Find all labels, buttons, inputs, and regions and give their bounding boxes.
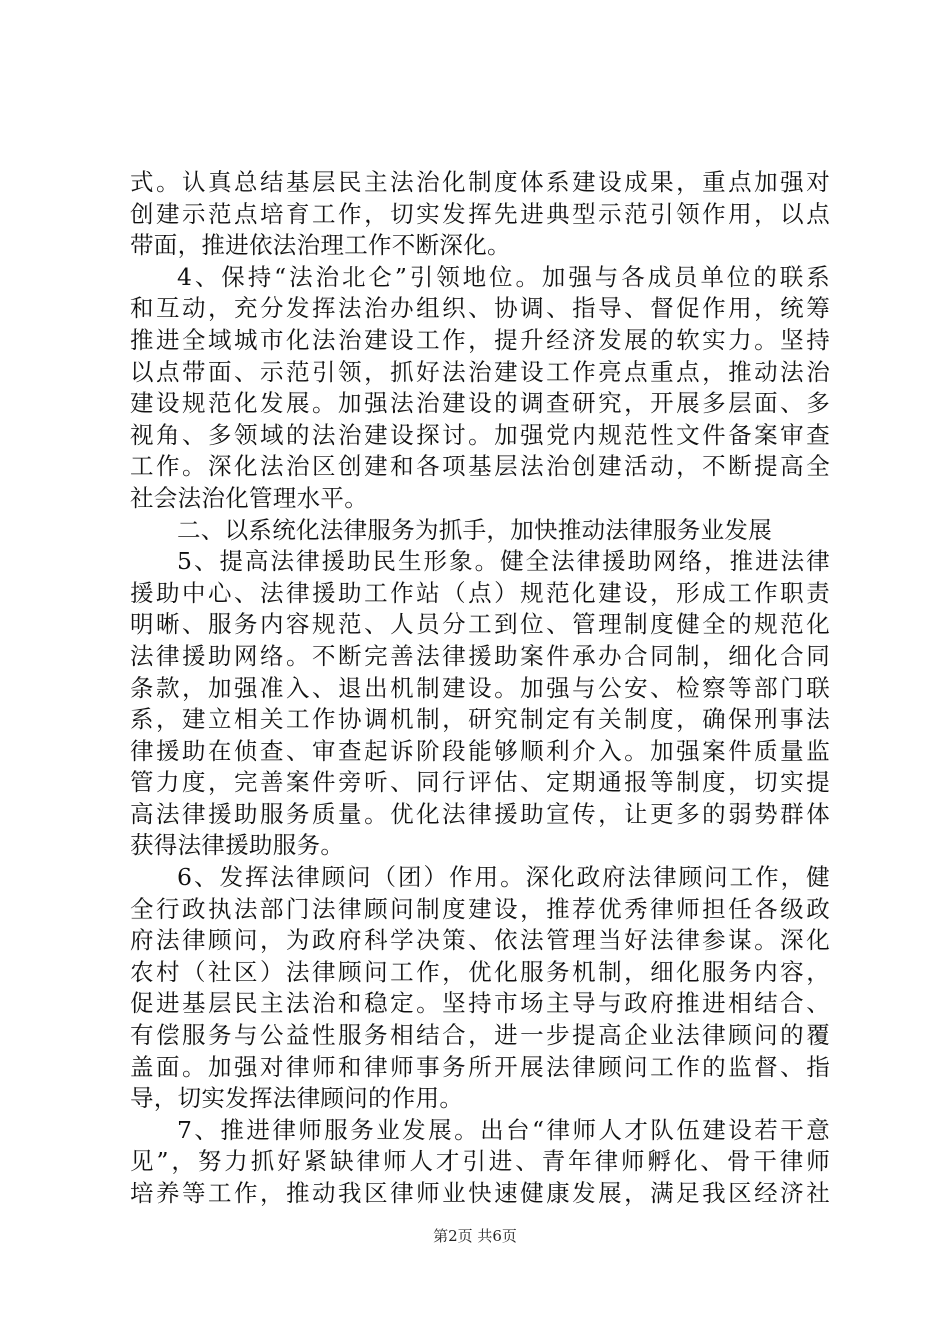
page-footer (0, 1226, 950, 1246)
text-line: 农村（社区）法律顾问工作，优化服务机制，细化服务内容， (130, 957, 830, 986)
paragraph (130, 515, 830, 547)
text-line: 见”，努力抓好紧缺律师人才引进、青年律师孵化、骨干律师 (130, 1147, 830, 1176)
paragraph (130, 862, 830, 1115)
page-number: 第2页 共6页 (433, 1227, 517, 1245)
text-line: 推进全域城市化法治建设工作，提升经济发展的软实力。坚持 (130, 325, 830, 354)
text-line: 明晰、服务内容规范、人员分工到位、管理制度健全的规范化 (130, 610, 830, 639)
text-line: 有偿服务与公益性服务相结合，进一步提高企业法律顾问的覆 (130, 1021, 830, 1050)
text-line: 社会法治化管理水平。 (130, 483, 368, 512)
paragraph (130, 262, 830, 515)
text-line: 建设规范化发展。加强法治建设的调查研究，开展多层面、多 (130, 389, 830, 418)
paragraph (130, 546, 830, 862)
text-line: 带面，推进依法治理工作不断深化。 (130, 231, 511, 260)
text-line: 式。认真总结基层民主法治化制度体系建设成果，重点加强对 (130, 168, 830, 196)
text-line: 援助中心、法律援助工作站（点）规范化建设，形成工作职责 (130, 578, 830, 607)
paragraph (130, 167, 830, 262)
text-line: 全行政执法部门法律顾问制度建设，推荐优秀律师担任各级政 (130, 894, 830, 923)
text-line: 盖面。加强对律师和律师事务所开展法律顾问工作的监督、指 (130, 1052, 830, 1081)
text-line: 管力度，完善案件旁听、同行评估、定期通报等制度，切实提 (130, 768, 830, 797)
text-line: 视角、多领域的法治建设探讨。加强党内规范性文件备案审查 (130, 420, 830, 449)
text-line: 5、提高法律援助民生形象。健全法律援助网络，推进法律 (177, 547, 830, 576)
text-line: 4、保持“法治北仑”引领地位。加强与各成员单位的联系 (177, 262, 830, 291)
text-line: 以点带面、示范引领，抓好法治建设工作亮点重点，推动法治 (130, 357, 830, 386)
text-line: 6、发挥法律顾问（团）作用。深化政府法律顾问工作，健 (177, 863, 830, 892)
text-line: 工作。深化法治区创建和各项基层法治创建活动，不断提高全 (130, 452, 830, 481)
document-body (130, 167, 830, 1210)
text-line: 促进基层民主法治和稳定。坚持市场主导与政府推进相结合、 (130, 989, 830, 1018)
text-line: 导，切实发挥法律顾问的作用。 (130, 1084, 464, 1113)
text-line: 7、推进律师服务业发展。出台“律师人才队伍建设若干意 (177, 1115, 830, 1144)
text-line: 系，建立相关工作协调机制，研究制定有关制度，确保刑事法 (130, 705, 830, 734)
text-line: 条款，加强准入、退出机制建设。加强与公安、检察等部门联 (130, 673, 830, 702)
text-line: 培养等工作，推动我区律师业快速健康发展，满足我区经济社 (130, 1179, 830, 1207)
text-line: 获得法律援助服务。 (130, 831, 345, 860)
text-line: 府法律顾问，为政府科学决策、依法管理当好法律参谋。深化 (130, 926, 830, 955)
text-line: 律援助在侦查、审查起诉阶段能够顺利介入。加强案件质量监 (130, 736, 830, 765)
text-line: 和互动，充分发挥法治办组织、协调、指导、督促作用，统筹 (130, 294, 830, 323)
text-line: 二、以系统化法律服务为抓手，加快推动法律服务业发展 (177, 515, 772, 544)
text-line: 创建示范点培育工作，切实发挥先进典型示范引领作用，以点 (130, 199, 830, 228)
paragraph (130, 1115, 830, 1210)
text-line: 高法律援助服务质量。优化法律援助宣传，让更多的弱势群体 (130, 799, 830, 828)
text-line: 法律援助网络。不断完善法律援助案件承办合同制，细化合同 (130, 641, 830, 670)
